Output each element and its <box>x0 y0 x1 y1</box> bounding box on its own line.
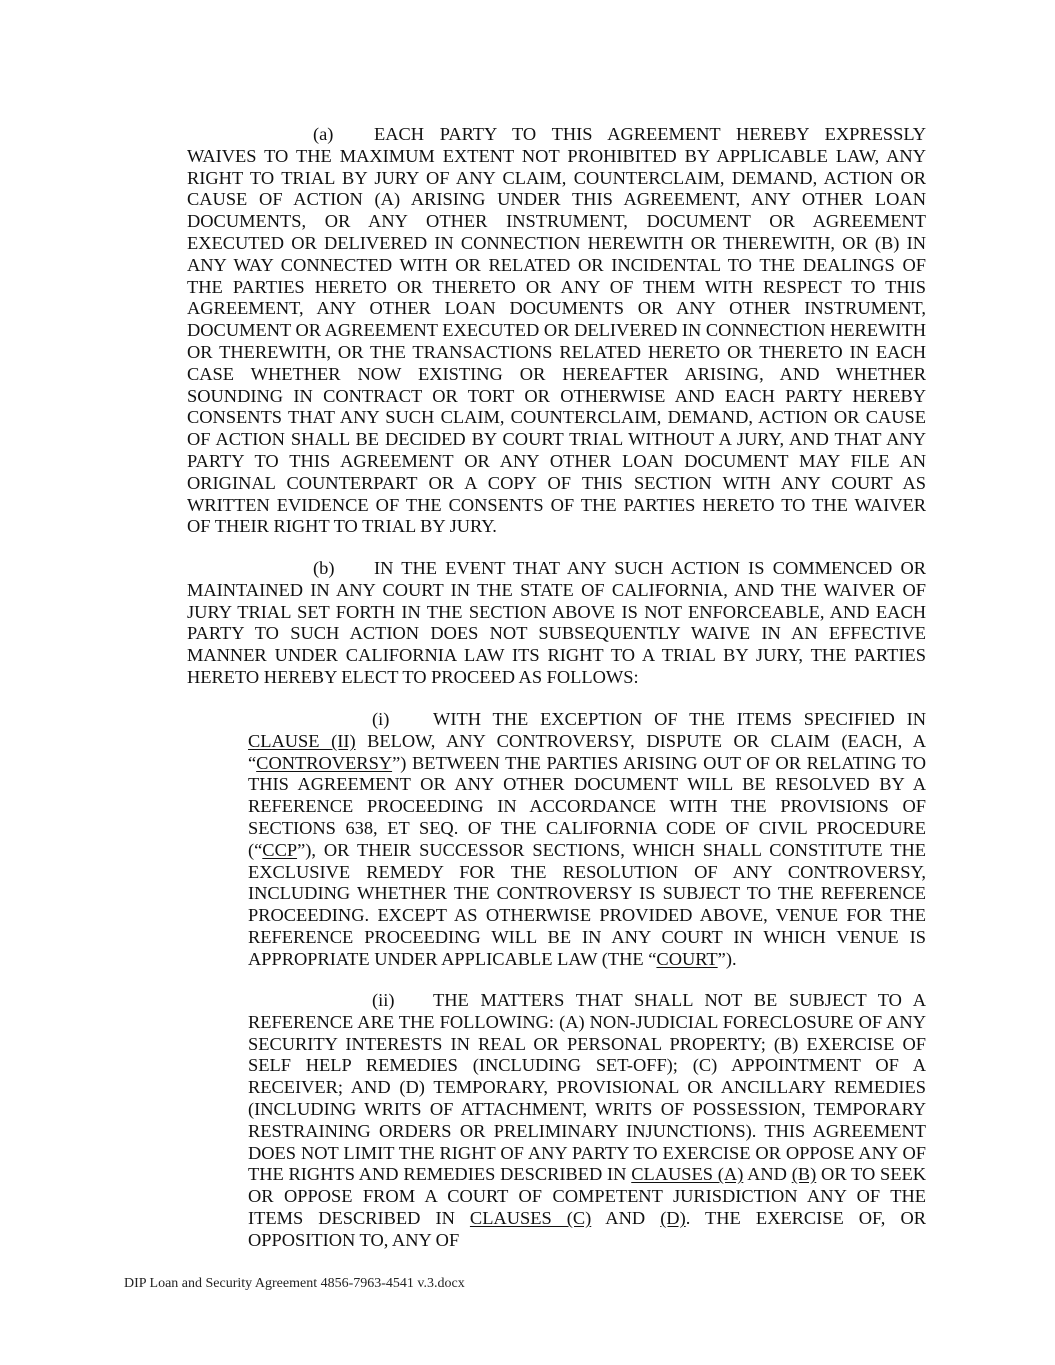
clauses-c-reference: CLAUSES (C) <box>469 1207 592 1228</box>
paragraph-i-text: BELOW, ANY CONTROVERSY, DISPUTE OR CLAIM (EACH, A “ <box>248 730 926 773</box>
paragraph-ii-text: . THE EXERCISE OF, OR OPPOSITION TO, ANY OF <box>248 1207 926 1250</box>
paragraph-i-text: ”). <box>717 948 737 969</box>
paragraph-ii-label: (ii) <box>372 990 395 1010</box>
paragraph-i-text: ”) BETWEEN THE PARTIES ARISING OUT OF OR RELATING TO THIS AGREEMENT OR ANY OTHER DOCUMENT WILL BE RESOLVED BY A REFERENCE PROCEEDING IN ACCORDANCE WITH THE PROVISIONS OF SECTIONS 638, ET SEQ. OF THE CALIFORNIA CODE OF CIVIL PROCEDURE (“ <box>248 752 926 860</box>
defined-term-ccp: CCP <box>262 839 298 860</box>
paragraph-ii-text: AND <box>591 1207 661 1228</box>
clauses-a-reference: CLAUSES (A) <box>631 1164 744 1185</box>
paragraph-i-label: (i) <box>372 709 390 729</box>
defined-term-controversy: CONTROVERSY <box>256 752 393 773</box>
paragraph-i-text: ”), OR THEIR SUCCESSOR SECTIONS, WHICH SHALL CONSTITUTE THE EXCLUSIVE REMEDY FOR THE RESOLUTION OF ANY CONTROVERSY, INCLUDING WHETHER THE CONTROVERSY IS SUBJECT TO THE REFERENCE PROCEEDING. EXCEPT AS OTHERWISE PROVIDED ABOVE, VENUE FOR THE REFERENCE PROCEEDING WILL BE IN ANY COURT IN WHICH VENUE IS APPROPRIATE UNDER APPLICABLE LAW (THE “ <box>248 839 926 969</box>
paragraph-ii-text: OR TO SEEK OR OPPOSE FROM A COURT OF COMPETENT JURISDICTION ANY OF THE ITEMS DESCRIBED IN <box>248 1164 926 1228</box>
paragraph-a-label: (a) <box>313 124 334 144</box>
clause-d-reference: (D) <box>660 1207 686 1228</box>
defined-term-court: COURT <box>656 948 718 969</box>
paragraph-ii-text: THE MATTERS THAT SHALL NOT BE SUBJECT TO A REFERENCE ARE THE FOLLOWING: (A) NON-JUDICIAL FORECLOSURE OF ANY SECURITY INTERESTS IN REAL OR PERSONAL PROPERTY; (B) EXERCISE OF SELF HELP REMEDIES (INCLUDING SET-OFF); (C) APPOINTMENT OF A RECEIVER; AND (D) TEMPORARY, PROVISIONAL OR ANCILLARY REMEDIES (INCLUDING WRITS OF ATTACHMENT, WRITS OF POSSESSION, TEMPORARY RESTRAINING ORDERS OR PRELIMINARY INJUNCTIONS). THIS AGREEMENT DOES NOT LIMIT THE RIGHT OF ANY PARTY TO EXERCISE OR OPPOSE ANY OF THE RIGHTS AND REMEDIES DESCRIBED IN <box>248 990 926 1185</box>
paragraph-ii-text: AND <box>743 1164 792 1185</box>
paragraph-i-text: WITH THE EXCEPTION OF THE ITEMS SPECIFIED IN <box>433 709 926 729</box>
clause-ii-reference: CLAUSE (II) <box>248 730 356 751</box>
paragraph-i <box>248 709 926 971</box>
paragraph-b-label: (b) <box>313 558 335 578</box>
paragraph-a <box>187 124 926 538</box>
paragraph-ii <box>248 990 926 1252</box>
paragraph-b-text: IN THE EVENT THAT ANY SUCH ACTION IS COMMENCED OR MAINTAINED IN ANY COURT IN THE STATE OF CALIFORNIA, AND THE WAIVER OF JURY TRIAL SET FORTH IN THE SECTION ABOVE IS NOT ENFORCEABLE, AND EACH PARTY TO SUCH ACTION DOES NOT SUBSEQUENTLY WAIVE IN AN EFFECTIVE MANNER UNDER CALIFORNIA LAW ITS RIGHT TO A TRIAL BY JURY, THE PARTIES HERETO HEREBY ELECT TO PROCEED AS FOLLOWS: <box>187 558 926 687</box>
clause-b-reference: (B) <box>791 1164 817 1185</box>
paragraph-a-text: EACH PARTY TO THIS AGREEMENT HEREBY EXPRESSLY WAIVES TO THE MAXIMUM EXTENT NOT PROHIBITED BY APPLICABLE LAW, ANY RIGHT TO TRIAL BY JURY OF ANY CLAIM, COUNTERCLAIM, DEMAND, ACTION OR CAUSE OF ACTION (A) ARISING UNDER THIS AGREEMENT, ANY OTHER LOAN DOCUMENTS, OR ANY OTHER INSTRUMENT, DOCUMENT OR AGREEMENT EXECUTED OR DELIVERED IN CONNECTION HEREWITH OR THEREWITH, OR (B) IN ANY WAY CONNECTED WITH OR RELATED OR INCIDENTAL TO THE DEALINGS OF THE PARTIES HERETO OR THERETO OR ANY OF THEM WITH RESPECT TO THIS AGREEMENT, ANY OTHER LOAN DOCUMENTS OR ANY OTHER INSTRUMENT, DOCUMENT OR AGREEMENT EXECUTED OR DELIVERED IN CONNECTION HEREWITH OR THEREWITH, OR THE TRANSACTIONS RELATED HERETO OR THERETO IN EACH CASE WHETHER NOW EXISTING OR HEREAFTER ARISING, AND WHETHER SOUNDING IN CONTRACT OR TORT OR OTHERWISE AND EACH PARTY HEREBY CONSENTS THAT ANY SUCH CLAIM, COUNTERCLAIM, DEMAND, ACTION OR CAUSE OF ACTION SHALL BE DECIDED BY COURT TRIAL WITHOUT A JURY, AND THAT ANY PARTY TO THIS AGREEMENT OR ANY OTHER LOAN DOCUMENT MAY FILE AN ORIGINAL COUNTERPART OR A COPY OF THIS SECTION WITH ANY COURT AS WRITTEN EVIDENCE OF THE CONSENTS OF THE PARTIES HERETO TO THE WAIVER OF THEIR RIGHT TO TRIAL BY JURY. <box>187 124 926 537</box>
page-footer: DIP Loan and Security Agreement 4856-7963-4541 v.3.docx <box>124 1276 465 1291</box>
paragraph-b <box>187 558 926 689</box>
